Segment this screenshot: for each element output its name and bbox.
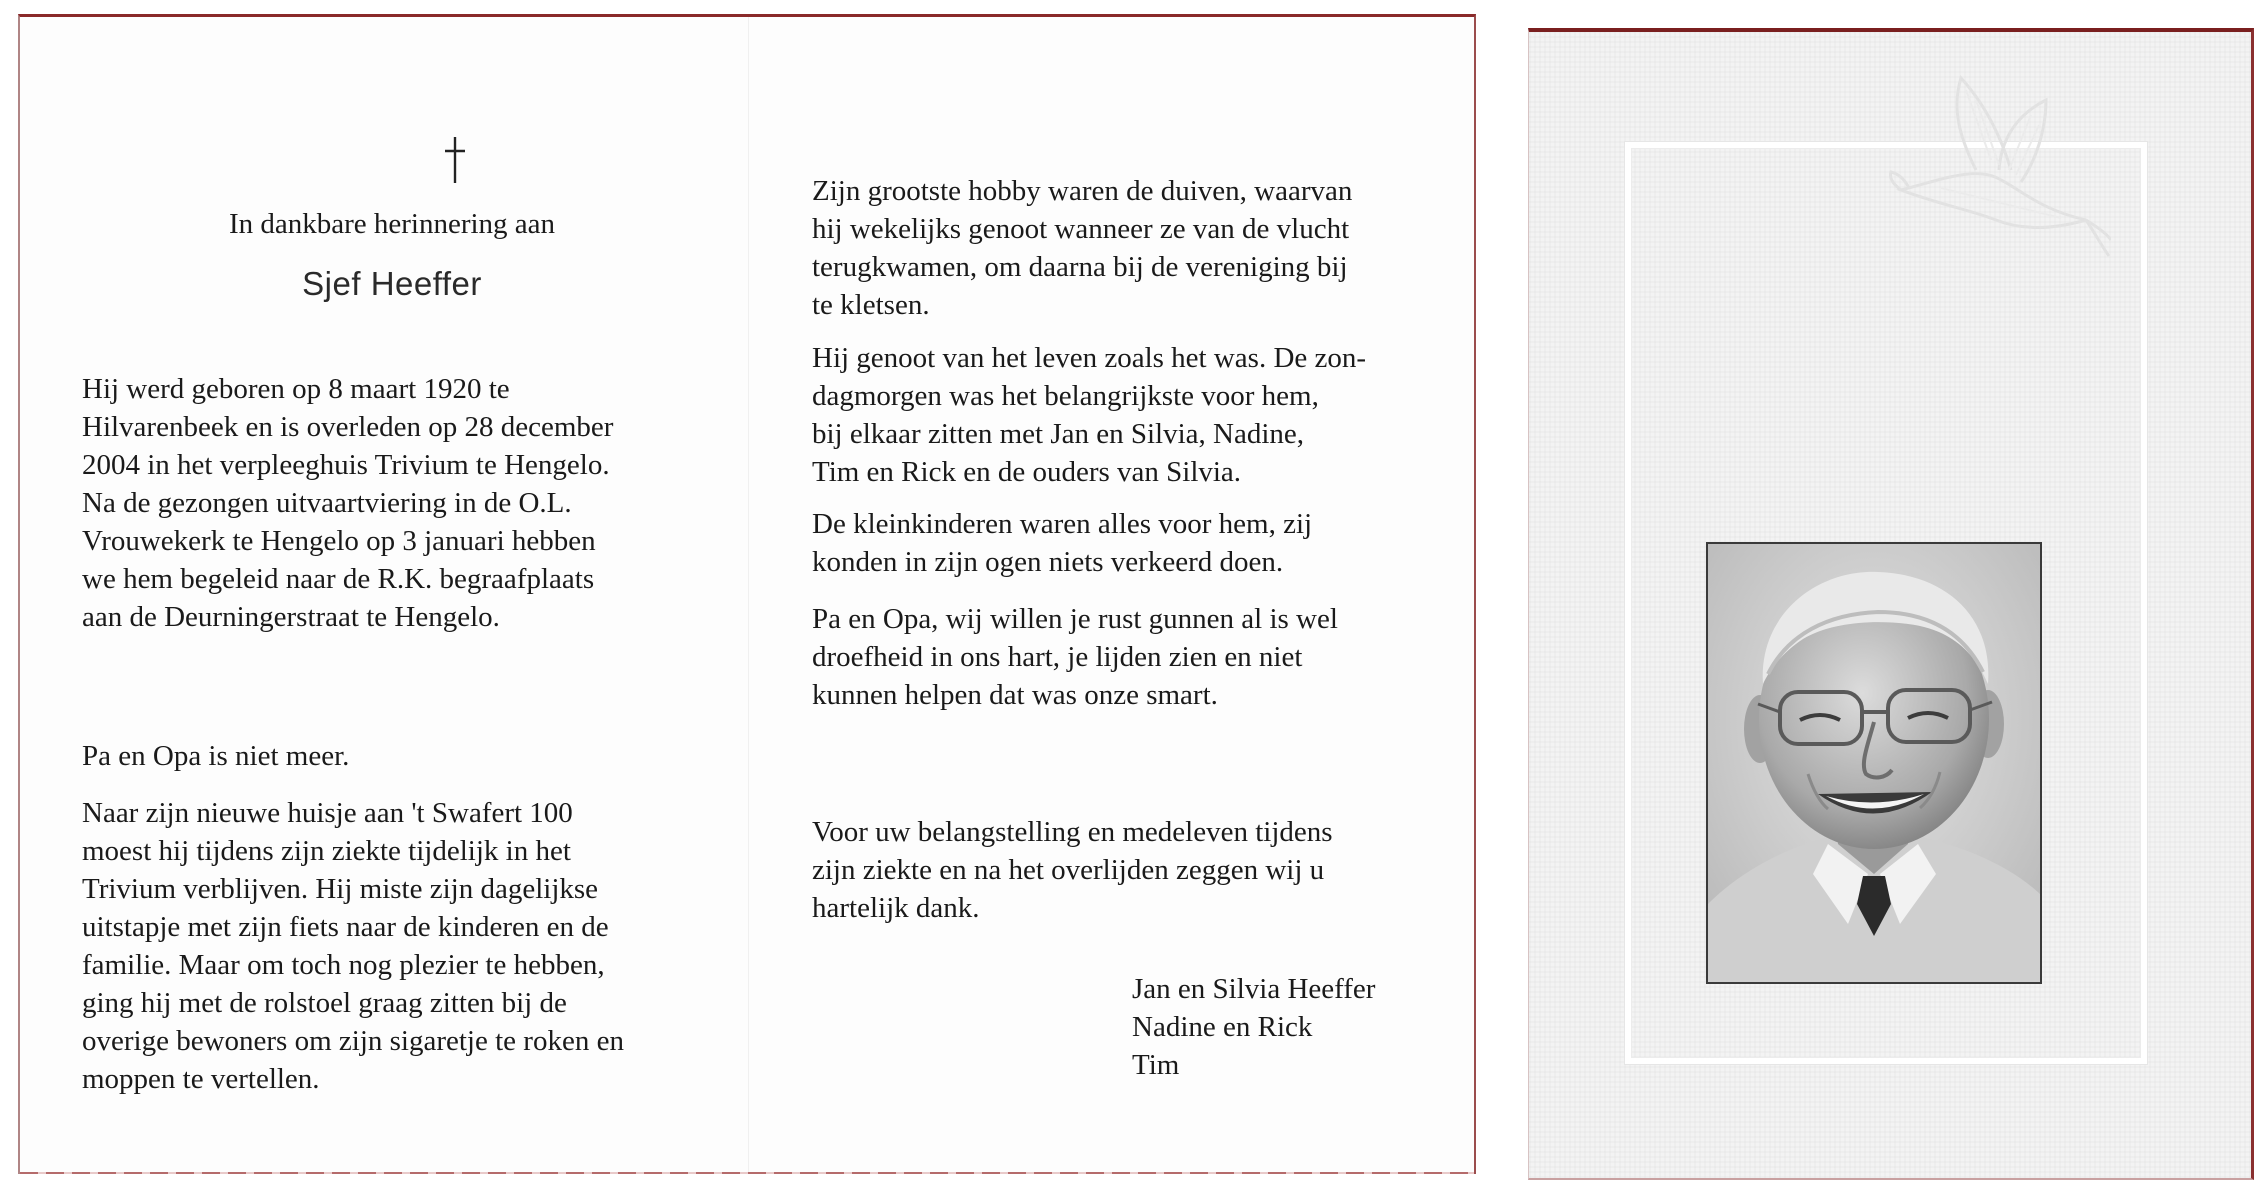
portrait-image bbox=[1708, 544, 2040, 982]
farewell-paragraph bbox=[812, 600, 1424, 714]
deceased-name: Sjef Heeffer bbox=[302, 265, 482, 302]
text-line: we hem begeleid naar de R.K. begraafplaats bbox=[82, 563, 595, 595]
text-line: hij wekelijks genoot wanneer ze van de vlucht bbox=[812, 213, 1350, 245]
text-line: kunnen helpen dat was onze smart. bbox=[812, 679, 1218, 711]
signature-line: Nadine en Rick bbox=[1132, 1011, 1313, 1043]
cross-icon bbox=[440, 133, 470, 185]
text-line: Naar zijn nieuwe huisje aan 't Swafert 100 bbox=[82, 797, 573, 829]
text-line: dagmorgen was het belangrijkste voor hem, bbox=[812, 380, 1319, 412]
text-line: Hij werd geboren op 8 maart 1920 te bbox=[82, 373, 510, 405]
text-line: hartelijk dank. bbox=[812, 892, 980, 924]
text-line: 2004 in het verpleeghuis Trivium te Hengelo. bbox=[82, 449, 610, 481]
text-line: aan de Deurningerstraat te Hengelo. bbox=[82, 601, 500, 633]
hobby-paragraph bbox=[812, 172, 1424, 324]
text-line: De kleinkinderen waren alles voor hem, zij bbox=[812, 508, 1313, 540]
text-line: konden in zijn ogen niets verkeerd doen. bbox=[812, 546, 1284, 578]
new-home-paragraph bbox=[82, 794, 692, 1098]
text-line: moppen te vertellen. bbox=[82, 1063, 320, 1095]
signature-line: Tim bbox=[1132, 1049, 1180, 1081]
text-line: Trivium verblijven. Hij miste zijn dagelijkse bbox=[82, 873, 599, 905]
birth-death-paragraph bbox=[82, 370, 692, 636]
inside-card bbox=[18, 14, 1476, 1174]
signature-line: Jan en Silvia Heeffer bbox=[1132, 973, 1376, 1005]
text-line: moest hij tijdens zijn ziekte tijdelijk in het bbox=[82, 835, 571, 867]
text-line: te kletsen. bbox=[812, 289, 930, 321]
text-line: terugkwamen, om daarna bij de vereniging bij bbox=[812, 251, 1348, 283]
text-line: uitstapje met zijn fiets naar de kinderen en de bbox=[82, 911, 609, 943]
card-bottom-edge bbox=[20, 1172, 1474, 1174]
text-line: ging hij met de rolstoel graag zitten bij de bbox=[82, 987, 567, 1019]
text-line: Tim en Rick en de ouders van Silvia. bbox=[812, 456, 1242, 488]
family-signatures bbox=[1132, 970, 1375, 1084]
text-line: familie. Maar om toch nog plezier te hebben, bbox=[82, 949, 605, 981]
text-line: Zijn grootste hobby waren de duiven, waarvan bbox=[812, 175, 1353, 207]
text-line: Pa en Opa is niet meer. bbox=[82, 740, 350, 772]
dove-icon bbox=[1881, 70, 2111, 260]
intro-text: In dankbare herinnering aan bbox=[228, 208, 556, 240]
no-longer-paragraph bbox=[82, 737, 692, 775]
text-line: Na de gezongen uitvaartviering in de O.L. bbox=[82, 487, 572, 519]
text-line: Pa en Opa, wij willen je rust gunnen al is wel bbox=[812, 603, 1338, 635]
portrait-photo bbox=[1706, 542, 2042, 984]
thanks-paragraph bbox=[812, 813, 1424, 927]
text-line: Vrouwekerk te Hengelo op 3 januari hebben bbox=[82, 525, 596, 557]
text-line: Voor uw belangstelling en medeleven tijdens bbox=[812, 816, 1333, 848]
text-line: overige bewoners om zijn sigaretje te roken en bbox=[82, 1025, 624, 1057]
text-line: Hij genoot van het leven zoals het was. De zon- bbox=[812, 342, 1367, 374]
text-line: zijn ziekte en na het overlijden zeggen wij u bbox=[812, 854, 1325, 886]
center-fold bbox=[748, 17, 749, 1174]
text-line: droefheid in ons hart, je lijden zien en niet bbox=[812, 641, 1303, 673]
text-line: bij elkaar zitten met Jan en Silvia, Nadine, bbox=[812, 418, 1305, 450]
front-card bbox=[1528, 28, 2254, 1180]
sunday-paragraph bbox=[812, 339, 1424, 491]
grandchildren-paragraph bbox=[812, 505, 1424, 581]
text-line: Hilvarenbeek en is overleden op 28 december bbox=[82, 411, 614, 443]
